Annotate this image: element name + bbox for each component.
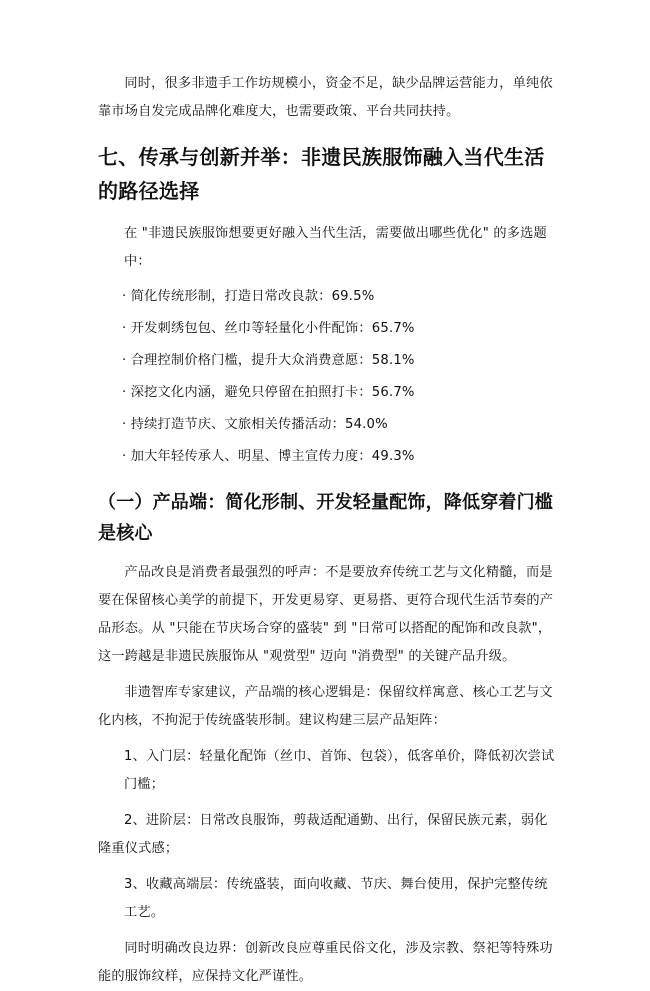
tier-item: 3、收藏高端层：传统盛装，面向收藏、节庆、舞台使用，保护完整传统工艺。: [124, 877, 548, 920]
body-paragraph: 产品改良是消费者最强烈的呼声：不是要放弃传统工艺与文化精髓，而是要在保留核心美学的前提下，开发更易穿、更易搭、更符合现代生活节奏的产品形态。从 "只能在节庆场合穿的盛装" 到 "日常可以搭配的配饰和改良款"，这一跨越是非遗民族服饰从 "观赏型" 迈向 "消费型" 的关键产品升级。: [98, 565, 554, 664]
survey-lead: 在 "非遗民族服饰想要更好融入当代生活，需要做出哪些优化" 的多选题中：: [124, 226, 547, 269]
section-heading: 七、传承与创新并举：非遗民族服饰融入当代生活的路径选择: [98, 145, 545, 203]
subsection-heading: （一）产品端：简化形制、开发轻量配饰，降低穿着门槛是核心: [98, 492, 553, 544]
body-paragraph: 同时明确改良边界：创新改良应尊重民俗文化，涉及宗教、祭祀等特殊功能的服饰纹样，应保持文化严谨性。: [98, 941, 553, 984]
list-item: · 简化传统形制，打造日常改良款：69.5%: [122, 289, 375, 304]
intro-paragraph: 同时，很多非遗手工作坊规模小，资金不足，缺少品牌运营能力，单纯依靠市场自发完成品牌化难度大，也需要政策、平台共同扶持。: [98, 76, 553, 119]
list-item: · 加大年轻传承人、明星、博主宣传力度：49.3%: [122, 449, 415, 464]
tier-item: 1、入门层：轻量化配饰（丝巾、首饰、包袋），低客单价，降低初次尝试门槛；: [124, 749, 555, 792]
survey-list: [98, 283, 558, 471]
list-item: · 开发刺绣包包、丝巾等轻量化小件配饰：65.7%: [122, 321, 415, 336]
list-item: · 合理控制价格门槛，提升大众消费意愿：58.1%: [122, 353, 415, 368]
list-item: · 深挖文化内涵，避免只停留在拍照打卡：56.7%: [122, 385, 415, 400]
tier-item: 2、进阶层：日常改良服饰，剪裁适配通勤、出行，保留民族元素，弱化隆重仪式感；: [98, 813, 548, 856]
body-paragraph: 非遗智库专家建议，产品端的核心逻辑是：保留纹样寓意、核心工艺与文化内核，不拘泥于传统盛装形制。建议构建三层产品矩阵：: [98, 685, 553, 728]
list-item: · 持续打造节庆、文旅相关传播活动：54.0%: [122, 417, 388, 432]
